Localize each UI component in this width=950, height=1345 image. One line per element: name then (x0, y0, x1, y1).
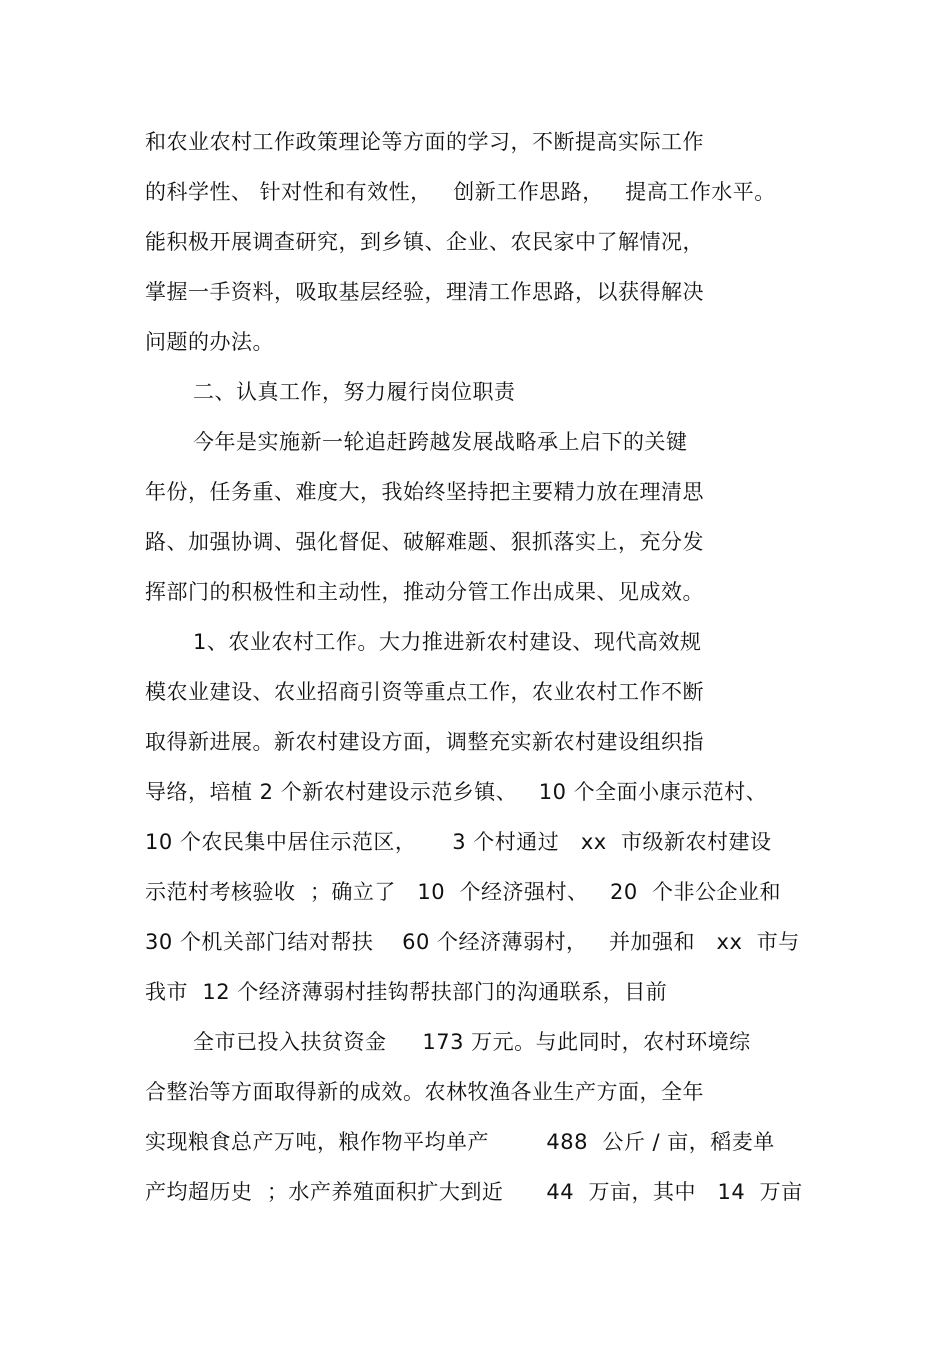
paragraph-first-line: 全市已投入扶贫资金 173 万元。与此同时，农村环境综 (193, 1030, 751, 1054)
paragraph-first-line: 1、农业农村工作。大力推进新农村建设、现代高效规 (193, 630, 702, 654)
text-line: 和农业农村工作政策理论等方面的学习，不断提高实际工作 (145, 130, 704, 154)
text-line: 掌握一手资料，吸取基层经验，理清工作思路，以获得解决 (145, 280, 704, 304)
text-line: 年份，任务重、难度大，我始终坚持把主要精力放在理清思 (145, 480, 704, 504)
text-line: 取得新进展。新农村建设方面，调整充实新农村建设组织指 (145, 730, 704, 754)
text-line: 问题的办法。 (145, 330, 274, 354)
text-line: 示范村考核验收 ；确立了 10 个经济强村、 20 个非公企业和 (145, 880, 782, 904)
text-line: 路、加强协调、强化督促、破解难题、狠抓落实上，充分发 (145, 530, 704, 554)
text-line: 模农业建设、农业招商引资等重点工作，农业农村工作不断 (145, 680, 704, 704)
text-line: 30 个机关部门结对帮扶 60 个经济薄弱村， 并加强和 xx 市与 (145, 930, 800, 954)
text-line: 能积极开展调查研究，到乡镇、企业、农民家中了解情况， (145, 230, 704, 254)
text-line: 产均超历史 ；水产养殖面积扩大到近 44 万亩，其中 14 万亩 (145, 1180, 803, 1204)
text-line: 合整治等方面取得新的成效。农林牧渔各业生产方面，全年 (145, 1080, 704, 1104)
text-line: 的科学性、 针对性和有效性， 创新工作思路， 提高工作水平。 (145, 180, 776, 204)
text-line: 实现粮食总产万吨，粮作物平均单产 488 公斤 / 亩，稻麦单 (145, 1130, 775, 1154)
text-line: 我市 12 个经济薄弱村挂钩帮扶部门的沟通联系，目前 (145, 980, 668, 1004)
paragraph-first-line: 今年是实施新一轮追赶跨越发展战略承上启下的关键 (193, 430, 688, 454)
section-heading: 二、认真工作，努力履行岗位职责 (193, 380, 516, 404)
text-line: 导络，培植 2 个新农村建设示范乡镇、 10 个全面小康示范村、 (145, 780, 768, 804)
text-line: 挥部门的积极性和主动性，推动分管工作出成果、见成效。 (145, 580, 704, 604)
text-line: 10 个农民集中居住示范区， 3 个村通过 xx 市级新农村建设 (145, 830, 772, 854)
